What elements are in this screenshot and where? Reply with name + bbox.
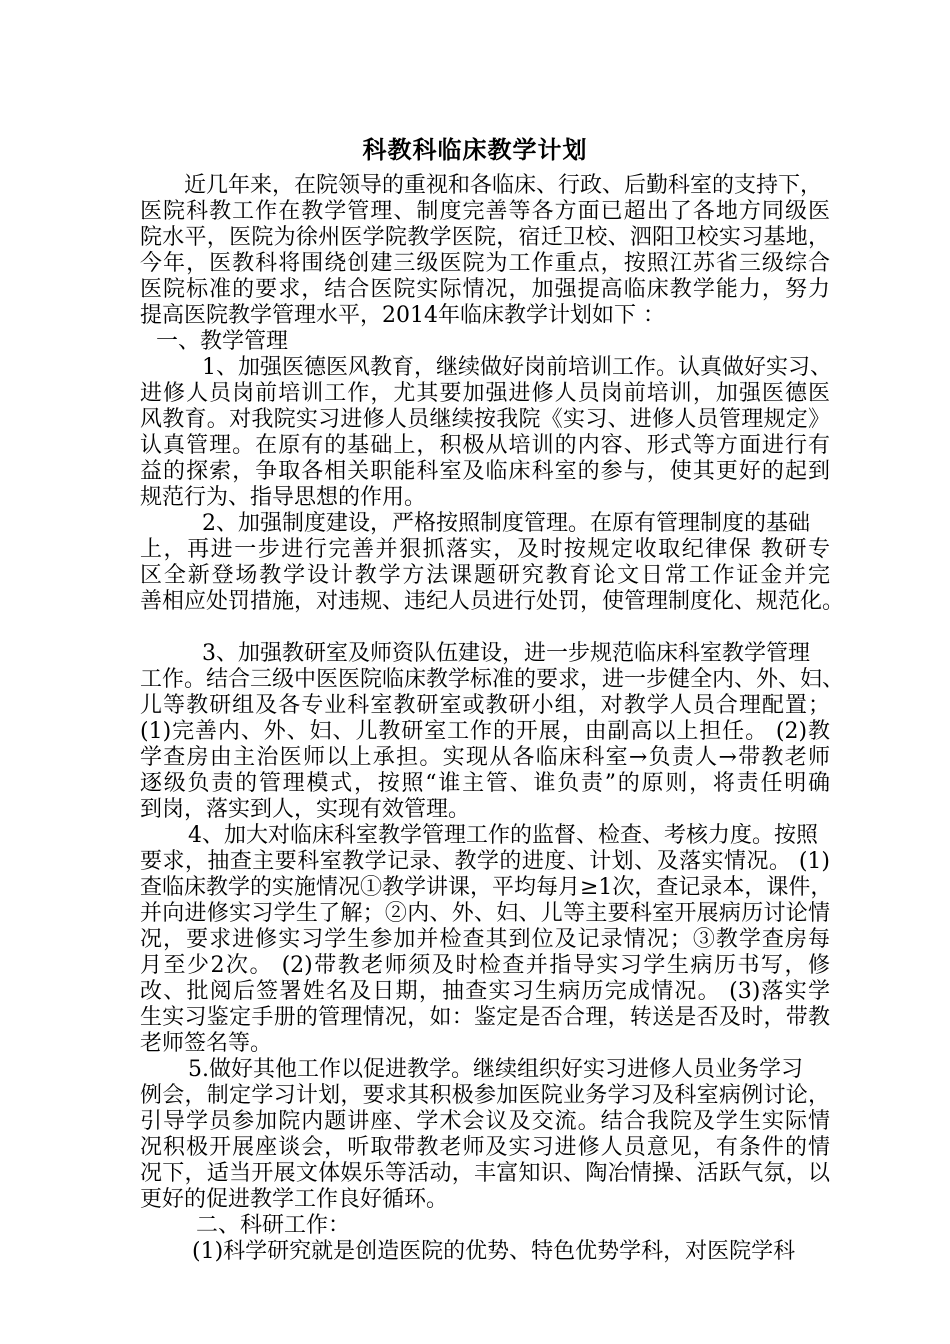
- paragraph-line: (1)科学研究就是创造医院的优势、特色优势学科，对医院学科: [192, 1239, 796, 1264]
- paragraph-line: 学查房由主治医师以上承担。实现从各临床科室→负责人→带教老师: [140, 745, 830, 770]
- paragraph-line: 查临床教学的实施情况①教学讲课，平均每月≥1次，查记录本，课件，: [140, 875, 833, 900]
- paragraph-line: 工作。结合三级中医医院临床教学标准的要求，进一步健全内、外、妇、: [140, 667, 845, 692]
- paragraph-line: 1、加强医德医风教育，继续做好岗前培训工作。认真做好实习、: [202, 355, 832, 380]
- paragraph-line: 区全新登场教学设计教学方法课题研究教育论文日常工作证金并完: [140, 563, 830, 588]
- paragraph-line: 况，要求进修实习学生参加并检查其到位及记录情况；③教学查房每: [140, 927, 830, 952]
- paragraph-line: 医院科教工作在教学管理、制度完善等各方面已超出了各地方同级医: [140, 199, 830, 224]
- paragraph-line: 例会，制定学习计划，要求其积极参加医院业务学习及科室病例讨论，: [140, 1083, 830, 1108]
- paragraph-line: 院水平，医院为徐州医学院教学医院，宿迁卫校、泗阳卫校实习基地，: [140, 225, 830, 250]
- document-body: [140, 173, 845, 1265]
- document-title: 科教科临床教学计划: [362, 135, 588, 164]
- paragraph-line: 况下，适当开展文体娱乐等活动，丰富知识、陶冶情操、活跃气氛，以: [140, 1161, 830, 1186]
- paragraph-line: 今年，医教科将围绕创建三级医院为工作重点，按照江苏省三级综合: [140, 251, 830, 276]
- paragraph-line: 善相应处罚措施，对违规、违纪人员进行处罚，使管理制度化、规范化。: [140, 589, 845, 614]
- paragraph-line: 上，再进一步进行完善并狠抓落实，及时按规定收取纪律保 教研专: [140, 537, 830, 562]
- paragraph-line: 提高医院教学管理水平，2014年临床教学计划如下 ：: [140, 303, 665, 328]
- paragraph-line: 规范行为、指导思想的作用。: [140, 485, 427, 510]
- paragraph-line: 儿等教研组及各专业科室教研室或教研小组，对教学人员合理配置；: [140, 693, 830, 718]
- paragraph-line: 进修人员岗前培训工作，尤其要加强进修人员岗前培训，加强医德医: [140, 381, 830, 406]
- paragraph-line: (1)完善内、外、妇、儿教研室工作的开展，由副高以上担任。 (2)教: [140, 719, 830, 744]
- paragraph-line: 2、加强制度建设，严格按照制度管理。在原有管理制度的基础: [202, 511, 810, 536]
- blank-line: [140, 615, 830, 641]
- paragraph-line: 更好的促进教学工作良好循环。: [140, 1187, 449, 1212]
- paragraph-line: 生实习鉴定手册的管理情况，如：鉴定是否合理，转送是否及时，带教: [140, 1005, 830, 1030]
- paragraph-line: 4、加大对临床科室教学管理工作的监督、检查、考核力度。按照: [188, 823, 818, 848]
- paragraph-line: 逐级负责的管理模式，按照“谁主管、谁负责”的原则，将责任明确: [140, 771, 830, 796]
- paragraph-line: 3、加强教研室及师资队伍建设，进一步规范临床科室教学管理: [202, 641, 810, 666]
- paragraph-line: 5.做好其他工作以促进教学。继续组织好实习进修人员业务学习: [188, 1057, 803, 1082]
- paragraph-line: 并向进修实习学生了解；②内、外、妇、儿等主要科室开展病历讨论情: [140, 901, 830, 926]
- paragraph-line: 要求，抽查主要科室教学记录、教学的进度、计划、及落实情况。 (1): [140, 849, 830, 874]
- section-heading: 二、科研工作：: [196, 1213, 351, 1238]
- paragraph-line: 老师签名等。: [140, 1031, 273, 1056]
- paragraph-line: 近几年来，在院领导的重视和各临床、行政、后勤科室的支持下，: [184, 173, 823, 198]
- paragraph-line: 月至少2次。 (2)带教老师须及时检查并指导实习学生病历书写，修: [140, 953, 830, 978]
- paragraph-line: 益的探索，争取各相关职能科室及临床科室的参与，使其更好的起到: [140, 459, 830, 484]
- paragraph-line: 风教育。对我院实习进修人员继续按我院《实习、进修人员管理规定》: [140, 407, 830, 432]
- paragraph-line: 到岗，落实到人，实现有效管理。: [140, 797, 471, 822]
- paragraph-line: 况积极开展座谈会，听取带教老师及实习进修人员意见，有条件的情: [140, 1135, 830, 1160]
- paragraph-line: 改、批阅后签署姓名及日期，抽查实习生病历完成情况。 (3)落实学: [140, 979, 830, 1004]
- paragraph-line: 认真管理。在原有的基础上，积极从培训的内容、形式等方面进行有: [140, 433, 830, 458]
- section-heading: 一、教学管理: [156, 329, 289, 354]
- paragraph-line: 引导学员参加院内题讲座、学术会议及交流。结合我院及学生实际情: [140, 1109, 830, 1134]
- paragraph-line: 医院标准的要求，结合医院实际情况，加强提高临床教学能力，努力: [140, 277, 830, 302]
